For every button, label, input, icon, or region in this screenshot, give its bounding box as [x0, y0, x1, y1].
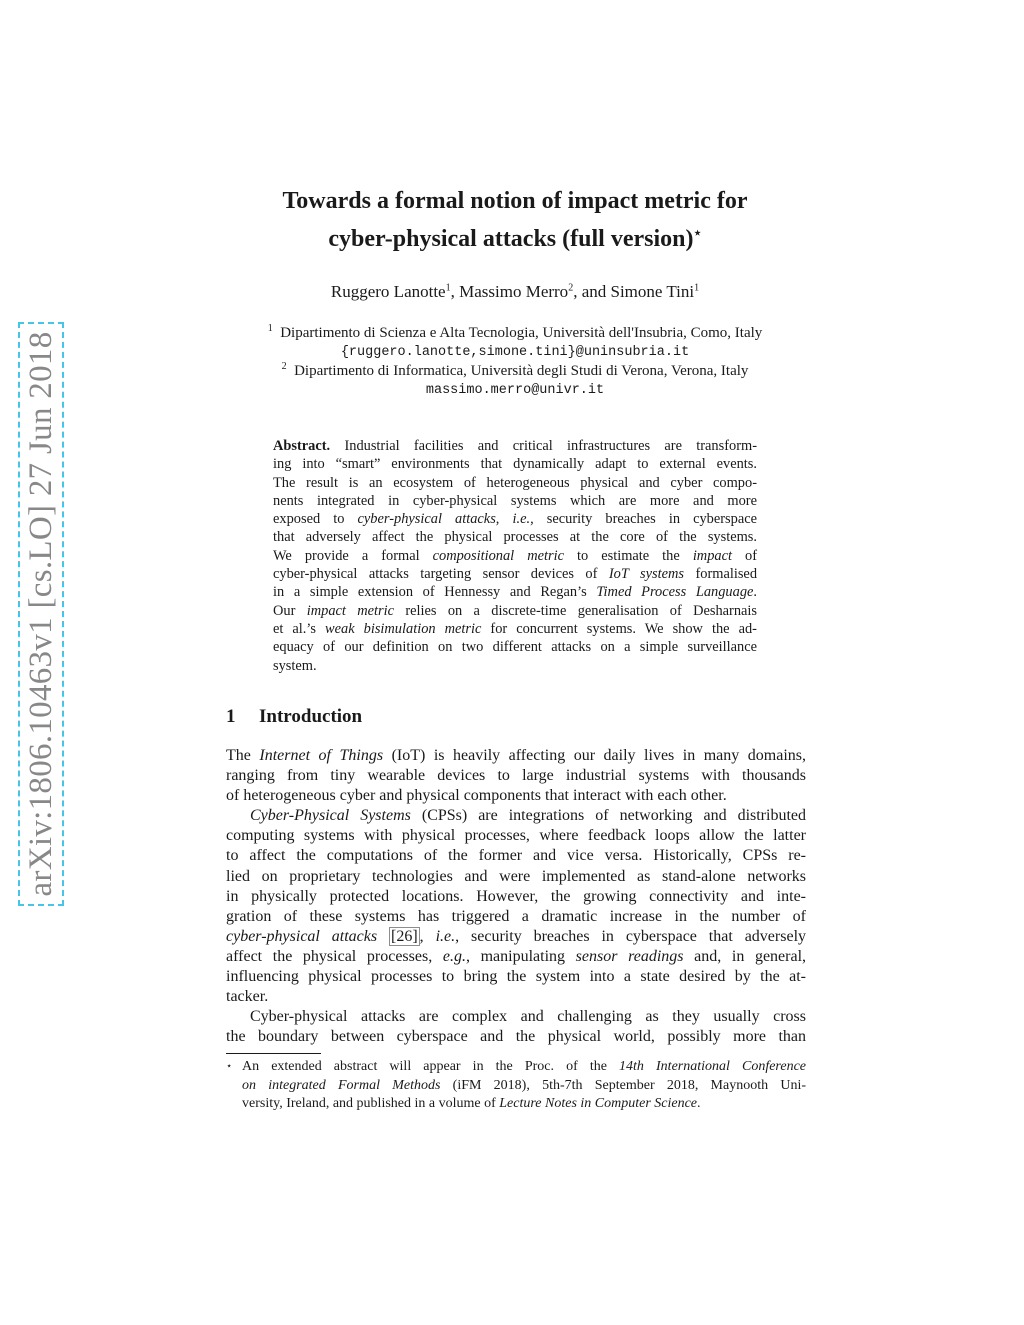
- affiliation-line: [200, 319, 830, 343]
- author-separator: ,: [450, 282, 460, 301]
- abstract-emph: i.e.: [512, 511, 531, 528]
- title-line-1: Towards a formal notion of impact metric for: [282, 188, 748, 214]
- body-line: influencing physical processes to bring the system into a state desired by the at-: [226, 968, 806, 986]
- author-affil-mark: 1: [445, 282, 451, 294]
- body-text-run: (IoT) is heavily affecting our daily lives in many domains,: [391, 747, 807, 764]
- abstract-line: [273, 510, 757, 528]
- body-emph: e.g.: [442, 947, 466, 965]
- abstract-text: exposed to: [273, 511, 345, 528]
- body-text-run: ,: [419, 927, 424, 945]
- body-line: gration of these systems has triggered a dramatic increase in the number of: [226, 907, 806, 925]
- affiliation-line: [200, 357, 830, 381]
- footnote-mark: ⋆: [226, 1061, 233, 1072]
- footnote-text: An extended abstract will appear in the Proc. of the: [242, 1059, 607, 1074]
- affiliation-number: 1: [267, 323, 273, 334]
- affiliation-1: [200, 319, 830, 362]
- affiliation-email: {ruggero.lanotte,simone.tini}@uninsubria.it: [340, 345, 690, 360]
- affiliation-text: Dipartimento di Informatica, Università degli Studi di Verona, Verona, Italy: [294, 363, 749, 379]
- abstract-text: Our: [273, 602, 296, 619]
- footnote-rule: [226, 1053, 321, 1054]
- arxiv-stamp-text: arXiv:1806.10463v1 [cs.LO] 27 Jun 2018: [23, 331, 59, 897]
- abstract-emph: impact metric: [306, 602, 394, 619]
- body-line: the boundary between cyberspace and the physical world, possibly more than: [226, 1028, 806, 1046]
- abstract-text: formalised: [695, 566, 758, 583]
- author-name: Simone Tini: [610, 282, 695, 301]
- author-affil-mark: 1: [694, 282, 700, 294]
- abstract-line: that adversely affect the physical processes at the core of the systems.: [273, 529, 757, 546]
- section-heading: [226, 706, 362, 728]
- arxiv-stamp: [18, 322, 64, 906]
- abstract-text: relies on a discrete-time generalisation of Desharnais: [405, 602, 758, 619]
- abstract: [273, 437, 757, 675]
- affiliation-text: Dipartimento di Scienza e Alta Tecnologia, Università dell'Insubria, Como, Italy: [280, 325, 763, 341]
- abstract-emph: compositional metric: [432, 547, 564, 564]
- abstract-label: Abstract.: [273, 438, 331, 454]
- body-emph: i.e.: [435, 927, 456, 945]
- footnote-line: [226, 1058, 806, 1077]
- abstract-emph: weak bisimulation metric: [325, 620, 482, 637]
- footnote-text: (iFM 2018), 5th-7th September 2018, Maynooth Uni-: [452, 1077, 806, 1093]
- abstract-text: for concurrent systems. We show the ad-: [490, 620, 757, 637]
- author-name: Ruggero Lanotte: [330, 282, 446, 301]
- body-text-run: The: [226, 747, 251, 764]
- paper-title: [200, 186, 830, 255]
- abstract-text: Industrial facilities and critical infrastructures are transform-: [344, 438, 757, 454]
- author-separator: , and: [573, 282, 611, 301]
- abstract-line: ing into “smart” environments that dynamically adapt to external events.: [273, 456, 757, 473]
- footnote-line: [226, 1095, 806, 1114]
- body-line: tacker.: [226, 988, 269, 1006]
- abstract-text: ,: [495, 511, 500, 528]
- affiliation-2: [200, 357, 830, 400]
- body-line: ranging from tiny wearable devices to large industrial systems with thousands: [226, 767, 806, 785]
- footnote-emph: 14th International Conference: [619, 1059, 807, 1074]
- body-line: in physically protected locations. However, the growing connectivity and inte-: [226, 887, 806, 905]
- body-text-run: affect the physical processes,: [226, 947, 433, 965]
- body-text-run: (CPSs) are integrations of networking and distributed: [421, 807, 806, 825]
- title-line-2-text: cyber-physical attacks (full version): [328, 226, 694, 252]
- abstract-line: [273, 620, 757, 638]
- body-text-run: , manipulating: [465, 947, 566, 965]
- abstract-emph: cyber-physical attacks: [357, 511, 496, 528]
- author-affil-mark: 2: [568, 282, 574, 294]
- body-line: computing systems with physical processes, where feedback loops allow the latter: [226, 827, 806, 845]
- abstract-line: nents integrated in cyber-physical systems which are more and more: [273, 492, 757, 509]
- body-emph: Internet of Things: [259, 747, 384, 764]
- abstract-emph: IoT systems: [608, 566, 685, 583]
- abstract-line: [273, 437, 757, 455]
- abstract-line: system.: [273, 657, 317, 674]
- title-line-2: [200, 217, 830, 255]
- footnote-text: .: [697, 1096, 701, 1111]
- section-number: 1: [226, 706, 236, 727]
- title-footnote-mark: ⋆: [693, 225, 702, 240]
- abstract-text: , security breaches in cyberspace: [530, 511, 758, 528]
- abstract-line: [273, 565, 757, 583]
- body-line: to affect the computations of the former and vice versa. Historically, CPSs re-: [226, 847, 806, 865]
- abstract-emph: impact: [692, 547, 732, 564]
- body-text-run: , security breaches in cyberspace that adversely: [455, 927, 807, 945]
- body-text-run: and, in general,: [694, 947, 807, 965]
- body-emph: Cyber-Physical Systems: [250, 807, 411, 825]
- citation-link[interactable]: [26]: [391, 927, 418, 945]
- abstract-line: [273, 547, 757, 565]
- body-line: Cyber-physical attacks are complex and challenging as they usually cross: [250, 1008, 806, 1026]
- body-emph: sensor readings: [575, 947, 684, 965]
- body-emph: cyber-physical attacks: [226, 927, 378, 945]
- footnote-text: versity, Ireland, and published in a volume of: [242, 1096, 496, 1111]
- body-text: [226, 746, 806, 1047]
- abstract-text: We provide a formal: [273, 547, 420, 564]
- footnote: [226, 1058, 806, 1114]
- body-line: lied on proprietary technologies and were implemented as stand-alone networks: [226, 867, 806, 885]
- body-line: [226, 746, 806, 766]
- affiliation-number: 2: [281, 361, 287, 372]
- author-list: [200, 282, 830, 302]
- body-line: [226, 927, 806, 947]
- abstract-line: [273, 583, 757, 601]
- abstract-emph: Timed Process Language: [596, 584, 754, 601]
- abstract-text: to estimate the: [577, 547, 680, 564]
- footnote-line: [226, 1077, 806, 1096]
- author-name: Massimo Merro: [459, 282, 569, 301]
- abstract-text: cyber-physical attacks targeting sensor devices of: [273, 566, 598, 583]
- abstract-text: .: [753, 584, 758, 601]
- abstract-text: et al.’s: [273, 620, 316, 637]
- abstract-text: in a simple extension of Hennessy and Regan’s: [273, 584, 587, 601]
- abstract-text: of: [745, 547, 758, 564]
- abstract-line: equacy of our definition on two different attacks on a simple surveillance: [273, 639, 757, 656]
- footnote-emph: Lecture Notes in Computer Science: [499, 1096, 698, 1111]
- affiliation-email: massimo.merro@univr.it: [425, 383, 605, 398]
- body-line: [226, 806, 806, 826]
- abstract-line: The result is an ecosystem of heterogeneous physical and cyber compo-: [273, 474, 757, 491]
- abstract-line: [273, 602, 757, 620]
- footnote-emph: on integrated Formal Methods: [242, 1077, 441, 1093]
- section-title: Introduction: [259, 706, 363, 727]
- body-line: of heterogeneous cyber and physical components that interact with each other.: [226, 787, 727, 805]
- body-line: [226, 947, 806, 967]
